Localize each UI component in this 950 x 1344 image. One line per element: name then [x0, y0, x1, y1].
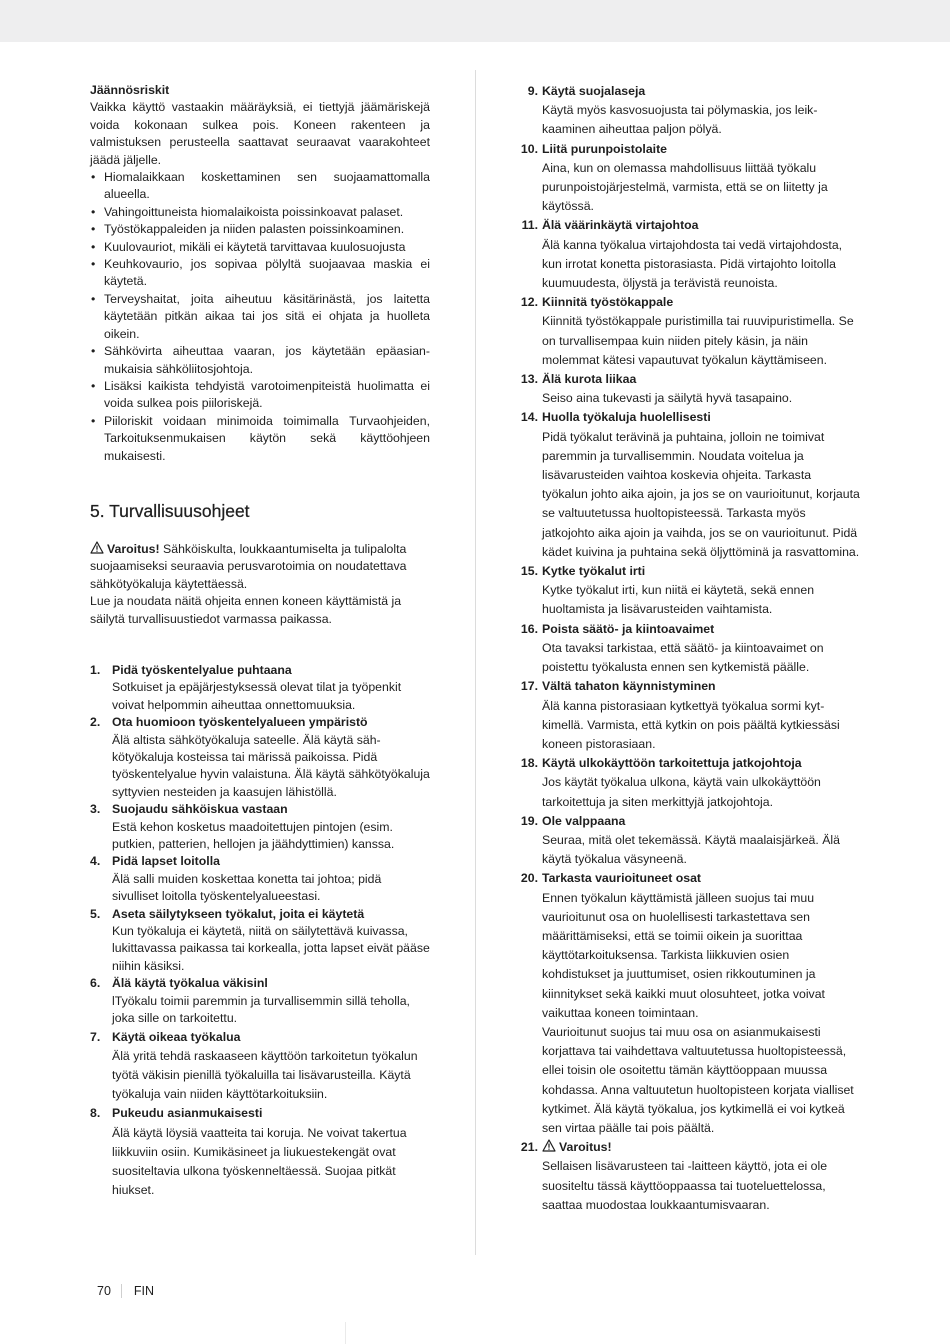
list-item — [520, 620, 860, 678]
list-item — [520, 869, 860, 1138]
item-text: Älä salli muiden koskettaa konetta tai johtoa; pidä sivulliset loitolla työskentelyalueestasi. — [112, 871, 382, 904]
item-text: Seuraa, mitä olet tekemässä. Käytä maalaisjärkeä. Älä käytä työkalua väsyneenä. — [542, 832, 841, 867]
item-text: Älä altista sähkötyökaluja sateelle. Älä käytä sähkötyökaluja kosteissa tai märissä paikoissa. Pidä työskentelyalue hyvin valaistuna. Älä käytä sähkötyökaluja syttyvien nesteiden ja kaasujen lähistöllä. — [112, 732, 430, 799]
item-number: 4. — [90, 854, 101, 869]
item-number: 16. — [520, 621, 538, 636]
item-title: Älä käytä työkalua väkisinl — [112, 976, 268, 991]
item-number: 3. — [90, 802, 101, 817]
residual-risks-heading: Jäännösriskit — [90, 83, 170, 97]
item-text: Estä kehon kosketus maadoitettujen pintojen (esim. putkien, patterien, hellojen ja jäähdyttimien) kanssa. — [112, 819, 395, 852]
item-title: Suojaudu sähköiskua vastaan — [112, 802, 288, 817]
item-title: Älä väärinkäytä virtajohtoa — [542, 218, 699, 233]
list-item — [520, 293, 860, 370]
item-number: 1. — [90, 662, 101, 677]
item-text: lTyökalu toimii paremmin ja turvallisemmin sillä teholla, joka sille on tarkoitettu. — [112, 993, 410, 1026]
item-text: Sotkuiset ja epäjärjestyksessä olevat tilat ja työpenkit voivat helpommin aiheuttaa onnettomuuksia. — [112, 680, 402, 712]
item-text: Älä kanna työkalua virtajohdosta tai vedä virtajohdosta, kun irrotat konetta pistorasiasta. Pidä virtajohto loitolla kuumuudesta, öljystä ja terävistä reunoista. — [542, 237, 843, 291]
item-title: Kiinnitä työstökappale — [542, 295, 674, 310]
list-item — [520, 1138, 860, 1215]
right-column — [520, 82, 860, 1215]
item-number: 10. — [520, 141, 538, 156]
list-item — [520, 754, 860, 812]
item-number: 12. — [520, 295, 538, 310]
list-item — [520, 408, 860, 562]
safety-list-left — [90, 662, 430, 1200]
list-item — [90, 975, 430, 1027]
item-title: Pidä työskentelyalue puhtaana — [112, 662, 292, 677]
residual-risks-intro: Vaikka käyttö vastaakin määräyksiä, ei tiettyjä jäämäriskejä voida kokonaan sulkea pois. Koneen rakenteen ja valmistuksen perusteella saattavat seuraavat vaarakohteet jäädä jäljelle. — [90, 100, 430, 167]
item-title: Käytä ulkokäyttöön tarkoitettuja jatkojohtoja — [542, 756, 802, 771]
item-number: 13. — [520, 372, 538, 387]
list-item — [520, 82, 860, 140]
item-title-text: Varoitus! — [559, 1140, 612, 1155]
item-title: Älä kurota liikaa — [542, 372, 637, 387]
list-item — [90, 714, 430, 801]
item-number: 19. — [520, 813, 538, 828]
item-title: Poista säätö- ja kiintoavaimet — [542, 621, 715, 636]
item-title: Huolla työkaluja huolellisesti — [542, 410, 711, 425]
list-item — [90, 662, 430, 714]
list-item — [90, 906, 430, 976]
column-divider — [475, 70, 476, 1255]
item-text: Seiso aina tukevasti ja säilytä hyvä tasapaino. — [542, 391, 793, 406]
left-column — [90, 82, 430, 1200]
item-number: 6. — [90, 976, 101, 991]
residual-risks-list — [90, 169, 430, 465]
list-item — [90, 801, 430, 853]
item-text: Jos käytät työkalua ulkona, käytä vain ulkokäyttöön tarkoitettuja ja siten merkittyjä jatkojohtoja. — [542, 775, 821, 809]
item-text: Älä käytä löysiä vaatteita tai koruja. Ne voivat takertua liikkuviin osiin. Kumikäsineet ja liukuestekengät ovat suositeltavia ulkona työskenneltäessä. Suojaa pitkät hiukset. — [112, 1125, 407, 1198]
item-text: Kytke työkalut irti, kun niitä ei käytetä, sekä ennen huoltamista ja lisävarusteiden vaihtamista. — [542, 583, 815, 617]
item-title: Vältä tahaton käynnistyminen — [542, 679, 716, 694]
item-text-2: Vaurioitunut suojus tai muu osa on asianmukaisesti korjattava tai vaihdettava valtuutetussa huoltopisteessä, ellei toisin ole osoitettu tämän käyttöoppaan muussa kohdassa. Anna valtuutetun huoltopisteen korjata vialliset kytkimet. Älä käytä työkalua, jos kytkimellä ei voi kytkeä sen virtaa päälle tai pois päältä. — [542, 1024, 854, 1135]
list-item: • Työstökappaleiden ja niiden palasten poissinkoaminen. — [90, 221, 430, 238]
item-title — [542, 1138, 860, 1157]
section-title: 5. Turvallisuusohjeet — [90, 500, 250, 521]
item-title: Pukeudu asianmukaisesti — [112, 1106, 263, 1121]
item-text: Kiinnitä työstökappale puristimilla tai ruuvipuristimella. Se on turvallisempaa kuin niiden pitely käsin, ja näin molemmat kätesi vapautuvat työkalun käyttämiseen. — [542, 314, 854, 367]
item-number: 18. — [520, 756, 538, 771]
list-item — [90, 1028, 430, 1105]
item-text: Ota tavaksi tarkistaa, että säätö- ja kiintoavaimet on poistettu työkalusta ennen sen kytkemistä päälle. — [542, 640, 824, 675]
list-item: • Terveyshaitat, joita aiheutuu käsitärinästä, jos laitetta käytetään pitkän aikaa tai jos sitä ei ohjata ja huolleta oikein. — [90, 291, 430, 343]
item-title: Tarkasta vaurioituneet osat — [542, 871, 702, 886]
item-text: Aina, kun on olemassa mahdollisuus liittää työkalu purunpoistojärjestelmä, varmista, että se on liitetty ja käytössä. — [542, 160, 828, 214]
item-number: 14. — [520, 410, 538, 425]
item-text: Älä yritä tehdä raskaaseen käyttöön tarkoitetun työkalun työtä väkisin pienillä työkaluilla tai lisävarusteilla. Käytä työkaluja vain niiden käyttötarkoituksiin. — [112, 1048, 418, 1102]
safety-warning — [90, 541, 430, 593]
language-code: FIN — [133, 1284, 155, 1298]
item-title: Aseta säilytykseen työkalut, joita ei käytetä — [112, 906, 365, 921]
list-item: • Lisäksi kaikista tehdyistä varotoimenpiteistä huolimatta ei voida sulkea pois piiloriskejä. — [90, 378, 430, 413]
list-item — [520, 216, 860, 293]
page-number: 70 — [97, 1284, 122, 1298]
bottom-mark — [345, 1322, 346, 1344]
list-item — [520, 812, 860, 870]
warning-text-2: Lue ja noudata näitä ohjeita ennen koneen käyttämistä ja säilytä turvallisuustiedot varmassa paikassa. — [90, 594, 402, 626]
list-item: • Keuhkovaurio, jos sopivaa pölyltä suojaavaa maskia ei käytetä. — [90, 256, 430, 291]
item-text: Pidä työkalut terävinä ja puhtaina, jolloin ne toimivat paremmin ja turvallisemmin. Noudata voitelua ja lisävarusteiden vaihtoa koskevia ohjeita. Tarkasta työkalun johto aika ajoin, ja jos se on vaurioitunut, korjauta se valtuutetussa huoltopisteessä. Tarkasta myös jatkojohto aika ajoin ja vaihda, jos se on vaurioitunut. Pidä kädet kuivina ja puhtaina sekä öljyttöminä ja rasvattomina. — [542, 429, 860, 559]
item-text: Käytä myös kasvosuojusta tai pölymaskia, jos leikkaaminen aiheuttaa paljon pölyä. — [542, 103, 818, 137]
top-bar — [0, 0, 950, 42]
warning-label: Varoitus! — [107, 541, 160, 556]
item-text: Ennen työkalun käyttämistä jälleen suojus tai muu vaurioitunut osa on huolellisesti tarkastettava sen määrittämiseksi, että se toimii oikein ja suorittaa käyttötarkoituksensa. Tarkista liikkuvien osien kohdistukset ja juuttumiset, osien rikkoutuminen ja kiinnitykset sekä kaikki muut olosuhteet, jotka voivat vaikuttaa koneen toimintaan. — [542, 890, 825, 1020]
item-title: Ole valppaana — [542, 813, 626, 828]
item-number: 21. — [520, 1140, 538, 1155]
list-item — [90, 1104, 430, 1200]
item-title: Liitä purunpoistolaite — [542, 141, 668, 156]
item-number: 15. — [520, 564, 538, 579]
item-title: Käytä suojalaseja — [542, 84, 646, 98]
list-item — [520, 677, 860, 754]
list-item — [520, 370, 860, 408]
item-number: 20. — [520, 871, 538, 886]
item-number: 2. — [90, 715, 101, 730]
item-text: Kun työkaluja ei käytetä, niitä on säilytettävä kuivassa, lukittavassa paikassa tai korkealla, jotta lapset eivät pääse niihin käsiksi. — [112, 924, 430, 973]
item-title: Käytä oikeaa työkalua — [112, 1029, 241, 1044]
item-number: 9. — [527, 84, 538, 98]
item-number: 11. — [521, 218, 538, 233]
item-number: 8. — [90, 1106, 101, 1121]
item-title: Ota huomioon työskentelyalueen ympäristö — [112, 715, 368, 730]
item-number: 17. — [520, 679, 538, 694]
item-text: Sellaisen lisävarusteen tai -laitteen käyttö, jota ei ole suositeltu tässä käyttöoppaassa tai tuoteluettelossa, saattaa muodostaa loukkaantumisvaaran. — [542, 1159, 828, 1212]
page-footer — [97, 1284, 154, 1298]
item-number: 5. — [90, 906, 101, 921]
list-item: • Hiomalaikkaan koskettaminen sen suojaamattomalla alueella. — [90, 169, 430, 204]
warning-triangle-icon — [542, 1139, 556, 1152]
list-item: • Kuulovauriot, mikäli ei käytetä tarvittavaa kuulosuojusta — [90, 239, 430, 256]
safety-list-right — [520, 82, 860, 1215]
warning-triangle-icon — [90, 541, 104, 554]
list-item: • Piiloriskit voidaan minimoida toimimalla Turvaohjeiden, Tarkoituksenmukaisen käytön sekä käyttöohjeen mukaisesti. — [90, 413, 430, 465]
item-title: Pidä lapset loitolla — [112, 854, 220, 869]
item-number: 7. — [90, 1029, 101, 1044]
warning-text: Sähköiskulta, loukkaantumiselta ja tulipalolta suojaamiseksi seuraavia perusvarotoimia on noudatettava sähkötyökaluja käytettäessä. — [90, 541, 407, 591]
list-item — [90, 853, 430, 905]
list-item — [520, 140, 860, 217]
list-item: • Sähkövirta aiheuttaa vaaran, jos käytetään epäasianmukaisia sähköliitosjohtoja. — [90, 343, 430, 378]
item-text: Älä kanna pistorasiaan kytkettyä työkalua sormi kytkimellä. Varmista, että kytkin on pois päältä kytkiessäsi koneen pistorasiaan. — [542, 698, 840, 751]
item-title: Kytke työkalut irti — [542, 564, 646, 579]
list-item — [520, 562, 860, 620]
list-item: • Vahingoittuneista hiomalaikoista poissinkoavat palaset. — [90, 204, 430, 221]
